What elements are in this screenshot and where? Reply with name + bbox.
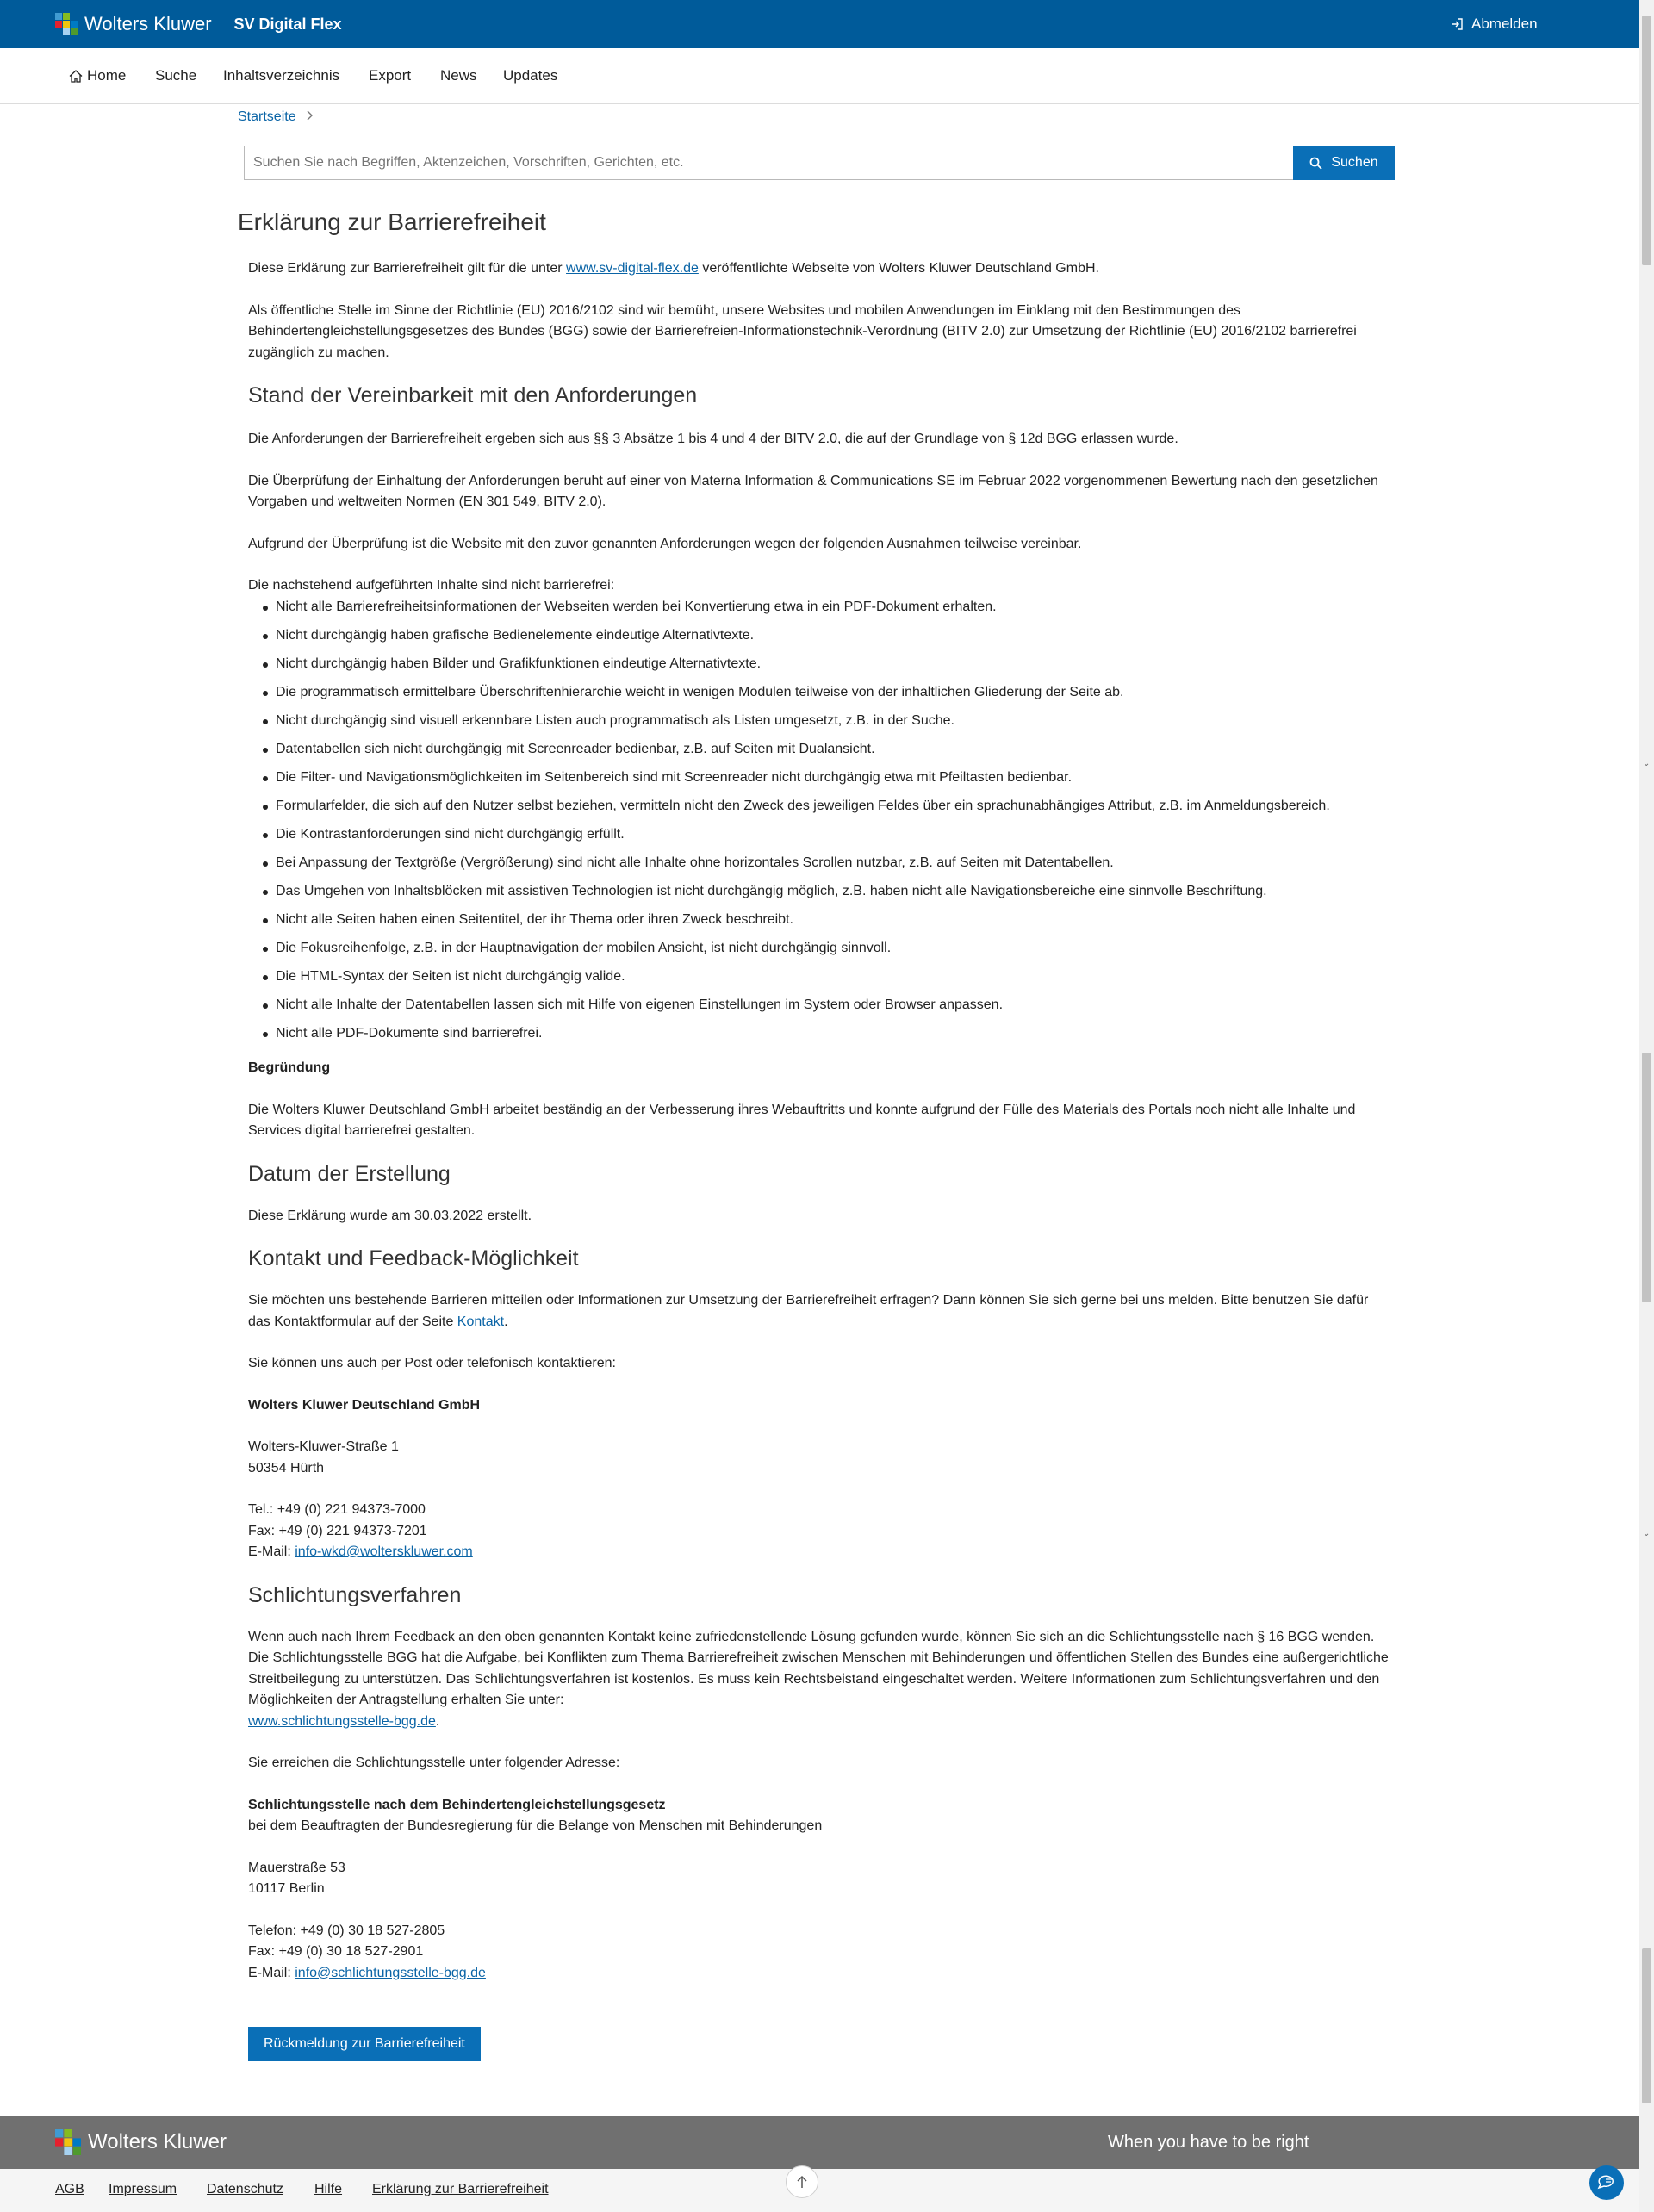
breadcrumb-home[interactable]: Startseite (238, 109, 296, 124)
intro-paragraph (248, 258, 1394, 280)
list-intro: Die nachstehend aufgeführten Inhalte sind nicht barrierefrei: (248, 578, 615, 593)
kontakt-paragraph (248, 1290, 1394, 1333)
list-item: Formularfelder, die sich auf den Nutzer selbst beziehen, vermitteln nicht den Zweck des jeweiligen Feldes über ein sprachunabhängiges Attribut, z.B. im Anmeldungsbereich. (276, 796, 1394, 817)
footer-tagline: When you have to be right (1108, 2132, 1309, 2152)
schlichtung-email-link[interactable]: info@schlichtungsstelle-bgg.de (295, 1965, 486, 1980)
wolters-kluwer-logo-icon (55, 2129, 81, 2155)
brand-name: Wolters Kluwer (84, 13, 212, 34)
product-name: SV Digital Flex (233, 15, 342, 33)
page-scrollbar[interactable] (1639, 0, 1654, 2212)
list-item: Die Fokusreihenfolge, z.B. in der Hauptnavigation der mobilen Ansicht, ist nicht durchgängig sinnvoll. (276, 938, 1394, 960)
list-item: Nicht alle PDF-Dokumente sind barrierefrei. (276, 1023, 1394, 1045)
main-nav (0, 48, 1639, 104)
schlichtung-name-2: bei dem Beauftragten der Bundesregierung für die Belange von Menschen mit Behinderungen (248, 1818, 823, 1833)
footer-links (0, 2169, 1639, 2212)
list-item: Die HTML-Syntax der Seiten ist nicht durchgängig valide. (276, 966, 1394, 988)
wolters-kluwer-logo-icon (55, 13, 78, 35)
search-input[interactable] (244, 146, 1293, 180)
schlichtung-link[interactable]: www.schlichtungsstelle-bgg.de (248, 1713, 436, 1729)
search-button-label: Suchen (1331, 155, 1378, 170)
logout-label: Abmelden (1471, 16, 1538, 32)
list-item: Die Filter- und Navigationsmöglichkeiten im Seitenbereich sind mit Screenreader nicht durchgängig etwa mit Pfeiltasten bedienbar. (276, 767, 1394, 789)
heading-kontakt: Kontakt und Feedback-Möglichkeit (248, 1246, 579, 1271)
non-accessible-list (248, 597, 1394, 1045)
scroll-down-arrow-icon[interactable]: ⌄ (1643, 1529, 1651, 1538)
contact-link[interactable]: Kontakt (457, 1314, 505, 1329)
list-item: Nicht durchgängig haben grafische Bedienelemente eindeutige Alternativtexte. (276, 625, 1394, 647)
schlichtung-phone: Telefon: +49 (0) 30 18 527-2805 (248, 1923, 445, 1938)
back-to-top-button[interactable] (786, 2165, 818, 2198)
kontakt-paragraph-2: Sie können uns auch per Post oder telefonisch kontaktieren: (248, 1356, 616, 1370)
schlichtung-fax: Fax: +49 (0) 30 18 527-2901 (248, 1944, 424, 1959)
schlichtung-name: Schlichtungsstelle nach dem Behindertengleichstellungsgesetz (248, 1797, 666, 1812)
footer-link-barrierefreiheit[interactable]: Erklärung zur Barrierefreiheit (372, 2182, 549, 2196)
company-phone: Tel.: +49 (0) 221 94373-7000 (248, 1502, 426, 1517)
company-name: Wolters Kluwer Deutschland GmbH (248, 1397, 481, 1413)
schlichtung-city: 10117 Berlin (248, 1881, 325, 1896)
intro-paragraph-2: Als öffentliche Stelle im Sinne der Richtlinie (EU) 2016/2102 sind wir bemüht, unsere Websites und mobilen Anwendungen im Einklang mit den Bestimmungen des Behindertengleichstellungsgesetzes des Bundes (BGG) sowie der Barrierefreien-Informationstechnik-Verordnung (BITV 2.0) zur Umsetzung der Richtlinie (EU) 2016/2102 barrierefrei zugänglich zu machen. (248, 302, 1357, 360)
logout-button[interactable] (1451, 0, 1538, 48)
main-content (248, 258, 1394, 2061)
email-label: E-Mail: (248, 1965, 295, 1980)
schlichtung-paragraph-2: Sie erreichen die Schlichtungsstelle unter folgender Adresse: (248, 1755, 620, 1770)
home-icon (69, 70, 83, 83)
nav-updates[interactable]: Updates (503, 67, 558, 84)
footer-brand-name: Wolters Kluwer (88, 2130, 227, 2153)
begruendung-label: Begründung (248, 1060, 331, 1075)
site-link[interactable]: www.sv-digital-flex.de (566, 261, 699, 276)
company-city: 50354 Hürth (248, 1460, 325, 1476)
intro-text: Diese Erklärung zur Barrierefreiheit gilt für die unter (248, 261, 567, 276)
footer-link-agb[interactable]: AGB (55, 2182, 84, 2196)
nav-toc[interactable]: Inhaltsverzeichnis (223, 67, 340, 84)
scrollbar-thumb[interactable] (1642, 16, 1651, 265)
begruendung-text: Die Wolters Kluwer Deutschland GmbH arbeitet beständig an der Verbesserung ihres Webauftritts und konnte aufgrund der Fülle des Materials des Portals noch nicht alle Inhalte und Services digital barrierefrei gestalten. (248, 1102, 1356, 1138)
footer-brand (55, 2116, 227, 2169)
list-item: Bei Anpassung der Textgröße (Vergrößerung) sind nicht alle Inhalte ohne horizontales Scrollen nutzbar, z.B. auf Seiten mit Datentabellen. (276, 853, 1394, 874)
list-item: Nicht alle Seiten haben einen Seitentitel, der ihr Thema oder ihren Zweck beschreibt. (276, 910, 1394, 931)
list-item: Die programmatisch ermittelbare Überschriftenhierarchie weicht in wenigen Modulen teilweise von der inhaltlichen Gliederung der Seite ab. (276, 682, 1394, 704)
link-period: . (435, 1713, 440, 1729)
stand-paragraph-3: Aufgrund der Überprüfung ist die Website mit den zuvor genannten Anforderungen wegen der folgenden Ausnahmen teilweise vereinbar. (248, 536, 1082, 551)
intro-text-after: veröffentlichte Webseite von Wolters Kluwer Deutschland GmbH. (698, 261, 1099, 276)
footer-link-datenschutz[interactable]: Datenschutz (207, 2182, 283, 2196)
heading-schlichtung: Schlichtungsverfahren (248, 1582, 462, 1607)
scrollbar-thumb[interactable] (1642, 1053, 1651, 1302)
list-item: Datentabellen sich nicht durchgängig mit Screenreader bedienbar, z.B. auf Seiten mit Dualansicht. (276, 739, 1394, 761)
list-item: Nicht durchgängig sind visuell erkennbare Listen auch programmatisch als Listen umgesetzt, z.B. in der Suche. (276, 711, 1394, 732)
breadcrumb (238, 109, 314, 125)
company-email-line (248, 1542, 1394, 1563)
stand-paragraph-1: Die Anforderungen der Barrierefreiheit ergeben sich aus §§ 3 Absätze 1 bis 4 und 4 der BITV 2.0, die auf der Grundlage von § 12d BGG erlassen wurde. (248, 432, 1178, 446)
schlichtung-paragraph-1: Wenn auch nach Ihrem Feedback an den oben genannten Kontakt keine zufriedenstellende Lösung gefunden wurde, können Sie sich an die Schlichtungsstelle nach § 16 BGG wenden. Die Schlichtungsstelle BGG hat die Aufgabe, bei Konflikten zum Thema Barrierefreiheit zwischen Menschen mit Behinderungen und öffentlichen Stellen des Bundes eine außergerichtliche Streitbeilegung zu unterstützen. Das Schlichtungsverfahren ist kostenlos. Es muss kein Rechtsbeistand eingeschaltet werden. Weitere Informationen zum Schlichtungsverfahren und den Möglichkeiten der Antragstellung erhalten Sie unter: (248, 1629, 1389, 1707)
list-item: Nicht alle Barrierefreiheitsinformationen der Webseiten werden bei Konvertierung etwa in ein PDF-Dokument erhalten. (276, 597, 1394, 618)
list-item: Die Kontrastanforderungen sind nicht durchgängig erfüllt. (276, 824, 1394, 846)
stand-paragraph-2: Die Überprüfung der Einhaltung der Anforderungen beruht auf einer von Materna Information & Communications SE im Februar 2022 vorgenommenen Bewertung nach den gesetzlichen Vorgaben und weltweiten Normen (EN 301 549, BITV 2.0). (248, 473, 1378, 509)
schlichtung-street: Mauerstraße 53 (248, 1860, 345, 1875)
list-item: Das Umgehen von Inhaltsblöcken mit assistiven Technologien ist nicht durchgängig möglich, z.B. haben nicht alle Navigationsbereiche eine sinnvolle Beschriftung. (276, 881, 1394, 903)
chat-headset-icon (1595, 2172, 1618, 2193)
list-item: Nicht durchgängig haben Bilder und Grafikfunktionen eindeutige Alternativtexte. (276, 654, 1394, 675)
footer-top (0, 2116, 1639, 2169)
kontakt-text: Sie möchten uns bestehende Barrieren mitteilen oder Informationen zur Umsetzung der Barrierefreiheit erfragen? Dann können Sie sich gerne bei uns melden. Bitte benutzen Sie dafür das Kontaktformular auf der Seite (248, 1293, 1369, 1329)
email-label: E-Mail: (248, 1544, 295, 1559)
nav-home[interactable] (69, 48, 126, 103)
scroll-down-arrow-icon[interactable]: ⌄ (1643, 759, 1651, 768)
footer-link-hilfe[interactable]: Hilfe (314, 2182, 343, 2196)
nav-home-label: Home (87, 67, 127, 84)
kontakt-text-after: . (504, 1314, 508, 1329)
schlichtung-email-line (248, 1963, 1394, 1985)
company-fax: Fax: +49 (0) 221 94373-7201 (248, 1523, 427, 1538)
company-street: Wolters-Kluwer-Straße 1 (248, 1439, 399, 1454)
heading-datum: Datum der Erstellung (248, 1161, 451, 1186)
chevron-right-icon (307, 109, 314, 125)
schlichtung-link-line (248, 1712, 1394, 1733)
search-icon (1309, 157, 1322, 170)
chat-support-button[interactable] (1589, 2165, 1624, 2200)
page-title: Erklärung zur Barrierefreiheit (238, 208, 546, 235)
datum-text: Diese Erklärung wurde am 30.03.2022 erstellt. (248, 1208, 532, 1223)
search-button[interactable] (1293, 146, 1395, 180)
arrow-up-icon (796, 2175, 808, 2189)
nav-export[interactable]: Export (369, 67, 412, 84)
brand[interactable] (55, 0, 342, 48)
top-bar (0, 0, 1639, 48)
scrollbar-thumb[interactable] (1642, 1948, 1651, 2103)
logout-icon (1451, 18, 1463, 30)
nav-news[interactable]: News (440, 67, 477, 84)
list-item: Nicht alle Inhalte der Datentabellen lassen sich mit Hilfe von eigenen Einstellungen im System oder Browser anpassen. (276, 995, 1394, 1016)
nav-search[interactable]: Suche (155, 67, 197, 84)
footer-link-impressum[interactable]: Impressum (109, 2182, 177, 2196)
heading-stand: Stand der Vereinbarkeit mit den Anforderungen (248, 383, 698, 407)
accessibility-feedback-button[interactable]: Rückmeldung zur Barrierefreiheit (248, 2027, 481, 2061)
company-email-link[interactable]: info-wkd@wolterskluwer.com (295, 1544, 473, 1559)
